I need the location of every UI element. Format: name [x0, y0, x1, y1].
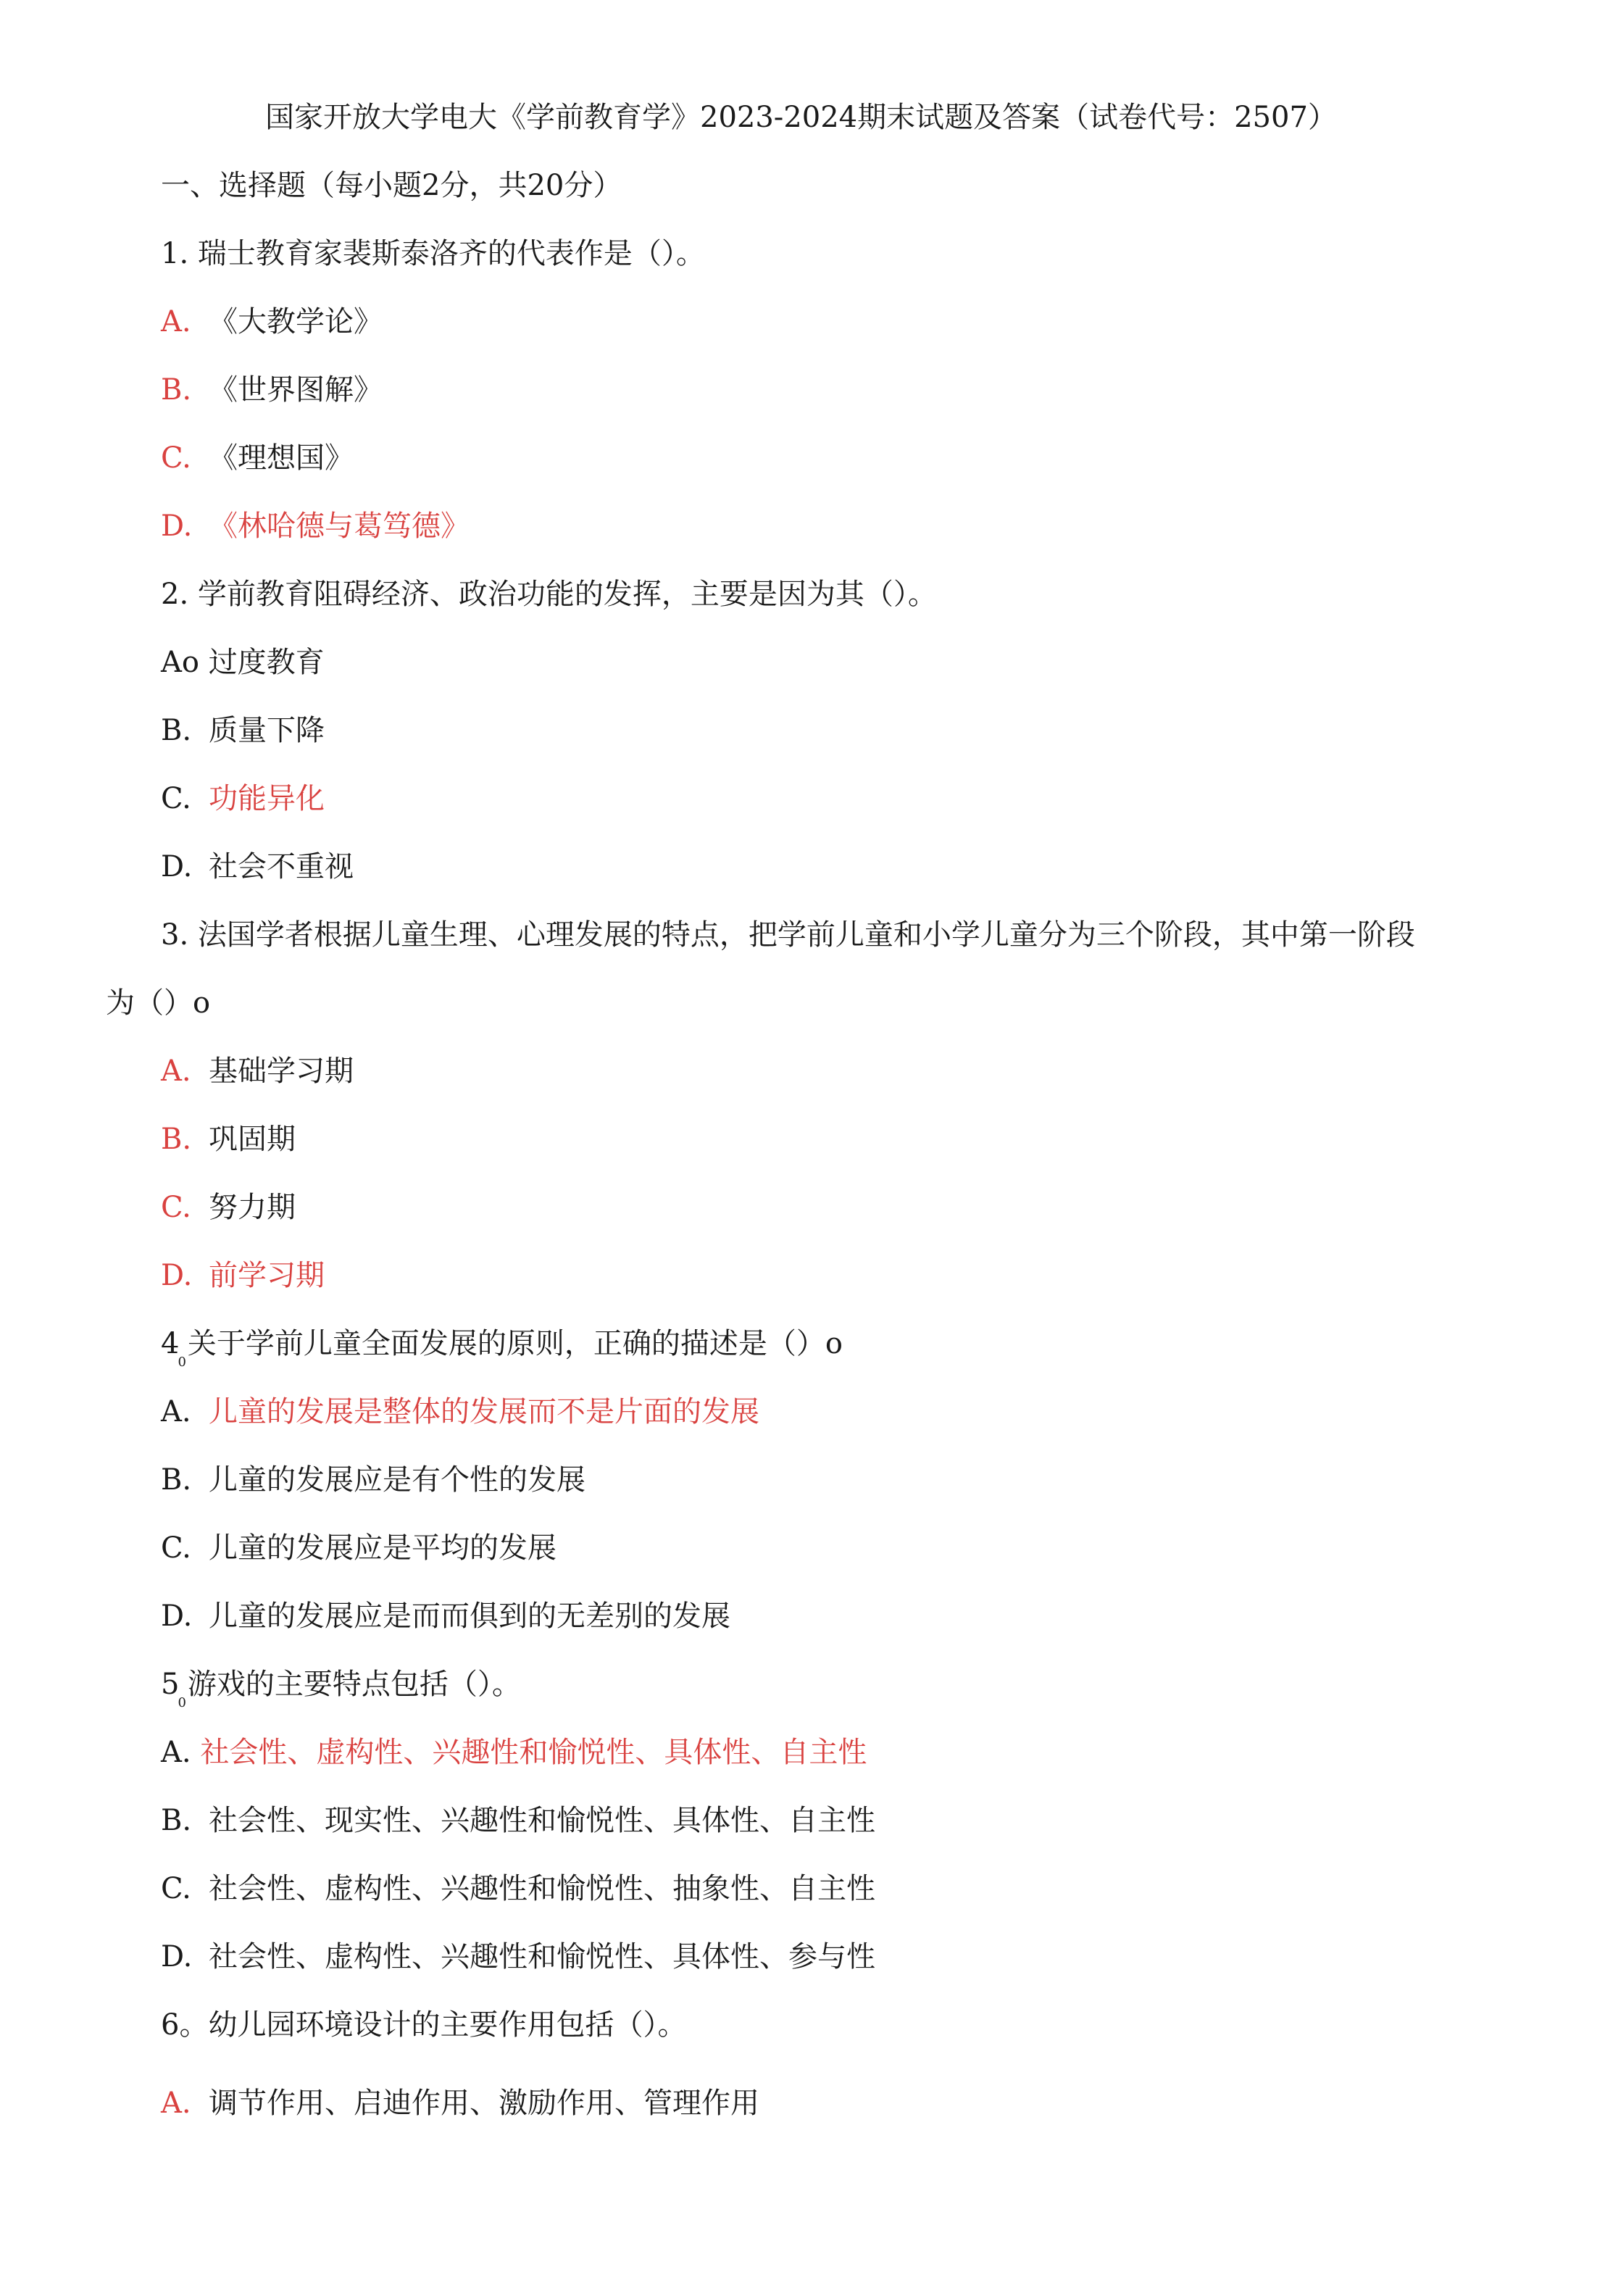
- question-4-stem: [161, 1326, 843, 1370]
- option-label: Ao: [161, 646, 199, 679]
- option-label: B.: [161, 373, 192, 407]
- option-text: 《林哈德与葛笃德》: [209, 509, 470, 543]
- question-2-stem: 2. 学前教育阻碍经济、政治功能的发挥，主要是因为其（）。: [161, 578, 937, 611]
- question-3-option-d: [161, 1258, 325, 1293]
- option-label: B.: [161, 1463, 192, 1497]
- question-number: 5: [161, 1668, 180, 1701]
- option-text: 巩固期: [209, 1123, 296, 1156]
- option-label: C.: [161, 1191, 191, 1224]
- question-4-option-b: [161, 1463, 585, 1497]
- question-4-option-c: [161, 1531, 557, 1565]
- option-label: A.: [161, 1736, 191, 1769]
- option-text: 努力期: [209, 1191, 296, 1224]
- option-text: 质量下降: [209, 714, 325, 747]
- option-text: 《世界图解》: [209, 373, 383, 407]
- option-text: 《大教学论》: [209, 305, 383, 338]
- option-label: D.: [161, 1259, 193, 1292]
- option-label: B.: [161, 1804, 192, 1837]
- question-number-subscript: 0: [178, 1695, 186, 1710]
- question-4-option-d: [161, 1599, 730, 1634]
- option-text: 功能异化: [209, 782, 325, 815]
- question-5-option-d: [161, 1939, 875, 1974]
- question-1-option-b: [161, 373, 383, 407]
- option-text: 调节作用、启迪作用、激励作用、管理作用: [209, 2087, 759, 2120]
- question-2-option-d: [161, 849, 354, 884]
- option-label: C.: [161, 782, 191, 815]
- option-text: 儿童的发展是整体的发展而不是片面的发展: [209, 1395, 759, 1428]
- question-text: 游戏的主要特点包括（）。: [187, 1668, 521, 1701]
- question-5-option-c: [161, 1871, 875, 1906]
- option-text: 前学习期: [209, 1259, 325, 1292]
- option-text: 儿童的发展应是有个性的发展: [209, 1463, 585, 1497]
- option-text: 儿童的发展应是平均的发展: [209, 1531, 557, 1565]
- option-label: D.: [161, 509, 193, 543]
- option-label: B.: [161, 714, 192, 747]
- section-heading: 一、选择题（每小题2分，共20分）: [161, 169, 622, 202]
- question-3-stem-continued: 为（）o: [106, 986, 211, 1020]
- question-5-stem: [161, 1667, 521, 1708]
- question-6-stem: 6。幼儿园环境设计的主要作用包括（）。: [161, 2008, 687, 2042]
- question-1-option-d: [161, 509, 470, 544]
- question-number: 4: [161, 1327, 180, 1360]
- document-title: 国家开放大学电大《学前教育学》2023-2024期末试题及答案（试卷代号：2507）: [265, 101, 1337, 134]
- option-label: D.: [161, 1940, 193, 1973]
- option-label: C.: [161, 1872, 191, 1905]
- option-label: A.: [161, 1055, 191, 1088]
- question-4-option-a: [161, 1394, 759, 1429]
- question-text: 关于学前儿童全面发展的原则，正确的描述是（）o: [187, 1327, 843, 1360]
- question-5-option-a: [161, 1735, 867, 1770]
- option-text: 社会性、虚构性、兴趣性和愉悦性、抽象性、自主性: [209, 1872, 875, 1905]
- option-text: 过度教育: [208, 646, 325, 679]
- option-label: B.: [161, 1123, 192, 1156]
- option-text: 社会性、虚构性、兴趣性和愉悦性、具体性、参与性: [209, 1940, 875, 1973]
- question-2-option-a: [161, 645, 325, 680]
- question-2-option-c: [161, 781, 325, 816]
- question-3-option-b: [161, 1122, 296, 1157]
- question-6-option-a: [161, 2086, 759, 2121]
- option-text: 社会性、现实性、兴趣性和愉悦性、具体性、自主性: [209, 1804, 875, 1837]
- option-text: 社会性、虚构性、兴趣性和愉悦性、具体性、自主性: [200, 1736, 867, 1769]
- question-3-stem: 3. 法国学者根据儿童生理、心理发展的特点，把学前儿童和小学儿童分为三个阶段，其中第一阶段: [161, 918, 1415, 952]
- option-label: C.: [161, 441, 191, 475]
- option-text: 儿童的发展应是而而俱到的无差别的发展: [209, 1600, 730, 1633]
- option-label: D.: [161, 1600, 193, 1633]
- question-3-option-a: [161, 1054, 354, 1089]
- question-1-stem: 1. 瑞士教育家裴斯泰洛齐的代表作是（）。: [161, 237, 705, 270]
- option-label: A.: [161, 305, 191, 338]
- question-2-option-b: [161, 713, 325, 748]
- option-label: C.: [161, 1531, 191, 1565]
- question-number-subscript: 0: [178, 1355, 186, 1370]
- option-label: A.: [161, 2087, 191, 2120]
- option-text: 基础学习期: [209, 1055, 354, 1088]
- question-3-option-c: [161, 1190, 296, 1225]
- option-text: 社会不重视: [209, 850, 354, 883]
- option-label: D.: [161, 850, 193, 883]
- option-label: A.: [161, 1395, 191, 1428]
- question-1-option-a: [161, 304, 383, 339]
- question-1-option-c: [161, 441, 354, 475]
- option-text: 《理想国》: [209, 441, 354, 475]
- question-5-option-b: [161, 1803, 875, 1838]
